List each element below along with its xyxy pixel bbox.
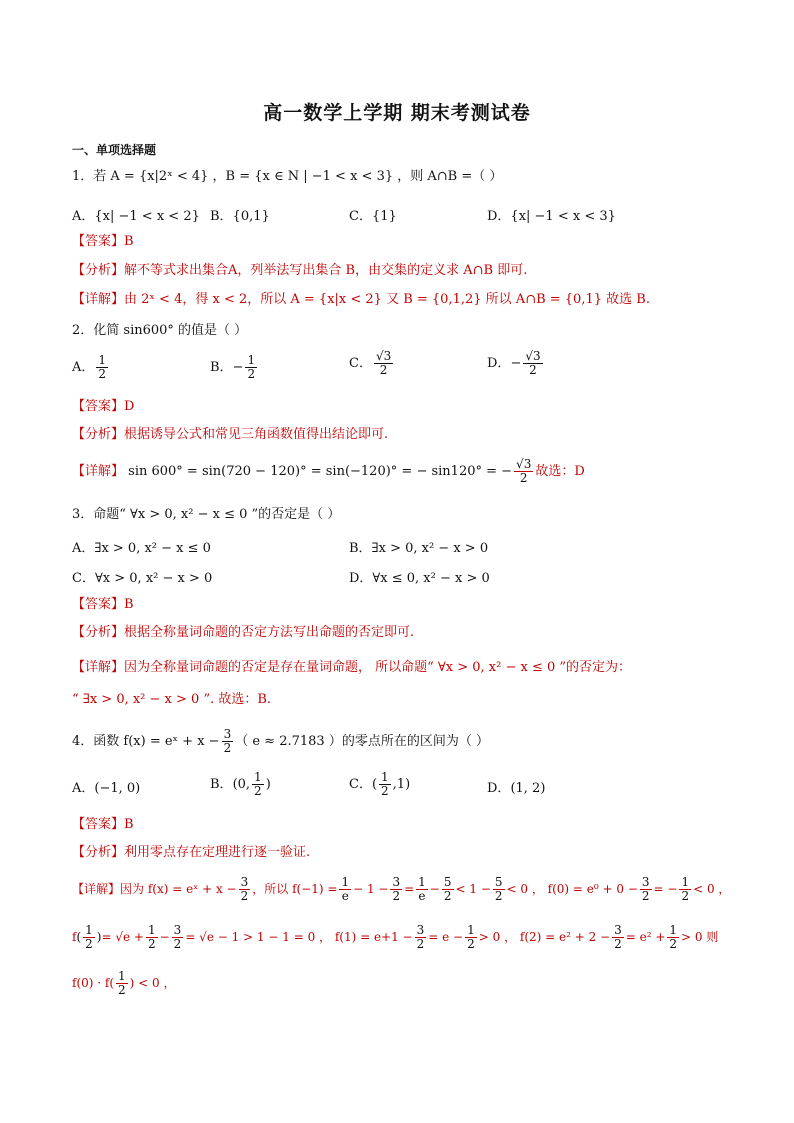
fraction xyxy=(523,350,542,377)
q3-option-d: D．∀x ≤ 0, x² − x > 0 xyxy=(349,571,490,586)
denominator: 2 xyxy=(614,937,622,951)
detail-text: ) < 0 ， xyxy=(129,976,176,990)
q1-analysis-text: 解不等式求出集合A，列举法写出集合 B，由交集的定义求 A∩B 即可. xyxy=(124,263,528,278)
section-heading: 一、单项选择题 xyxy=(72,143,157,157)
numerator: 1 xyxy=(254,770,262,784)
numerator: 1 xyxy=(85,923,93,937)
denominator: 2 xyxy=(494,889,503,903)
fraction xyxy=(667,924,679,951)
q4-option-c xyxy=(349,771,410,798)
numerator: 3 xyxy=(614,923,622,937)
option-letter: A． xyxy=(72,781,95,796)
fraction xyxy=(416,876,428,903)
fraction xyxy=(146,924,158,951)
numerator: 1 xyxy=(381,770,389,784)
q1-option-d: D．{x| −1 < x < 3} xyxy=(487,209,616,224)
q4-option-b xyxy=(210,771,271,798)
detail-text: > 0 则 xyxy=(681,930,719,944)
fraction xyxy=(612,924,624,951)
numerator: 1 xyxy=(247,353,256,367)
q4-detail-line-2: f( $\frac{1}{2}$ )= √e + $\frac{1}{2}$ − $\frac{3}{2}$ = √e − 1 > 1 − 1 = 0 ， f(1) = e+1 − $\frac{3}{2}$ = e − $\frac{1}{2}$ > 0 ， f(2) = e² + 2 − $\frac{3}{2}$ = e² + $\frac{1}{2}$ > 0 则 xyxy=(72,923,719,951)
fraction xyxy=(679,876,691,903)
fraction xyxy=(379,771,391,798)
numerator: 3 xyxy=(223,727,232,741)
detail-text: f(0) · f( xyxy=(72,976,115,990)
detail-text: − xyxy=(159,930,170,944)
option-letter: B． xyxy=(210,360,233,375)
q1-option-c: C．{1} xyxy=(349,209,397,224)
q1-answer-value: B xyxy=(124,234,134,249)
option-text: (1, 2) xyxy=(510,781,546,796)
denominator: 2 xyxy=(681,889,690,903)
option-letter: C． xyxy=(349,777,372,792)
denominator: 2 xyxy=(98,367,107,381)
q4-answer xyxy=(72,816,134,834)
q3-stem: 3．命题“ ∀x > 0, x² − x ≤ 0 ”的否定是（ ） xyxy=(72,507,341,522)
detail-text: ，所以 f(−1) = xyxy=(252,882,338,896)
denominator: 2 xyxy=(416,937,425,951)
q2-detail xyxy=(72,458,585,485)
option-letter: D． xyxy=(487,781,511,796)
document-title: 高一数学上学期 期末考测试卷 xyxy=(263,102,531,124)
fraction xyxy=(116,970,128,997)
detail-label: 【详解】 xyxy=(72,660,125,675)
option-letter: A． xyxy=(72,360,95,375)
numerator: 3 xyxy=(240,875,249,889)
analysis-label: 【分析】 xyxy=(72,427,125,442)
q3-option-b: B．∃x > 0, x² − x > 0 xyxy=(349,541,489,556)
numerator: √3 xyxy=(375,349,392,363)
denominator: 2 xyxy=(147,937,156,951)
q1-option-a: A．{x| −1 < x < 2} xyxy=(72,209,200,224)
numerator: 1 xyxy=(467,923,475,937)
q1-answer xyxy=(72,233,134,251)
numerator: 1 xyxy=(147,923,156,937)
denominator: 2 xyxy=(443,889,452,903)
analysis-label: 【分析】 xyxy=(72,845,125,860)
answer-label: 【答案】 xyxy=(72,597,125,612)
detail-text: = − xyxy=(653,882,678,896)
option-text: (0, xyxy=(232,777,251,792)
q2-option-b xyxy=(210,354,259,381)
denominator: 2 xyxy=(392,889,401,903)
q3-option-c: C．∀x > 0, x² − x > 0 xyxy=(72,571,213,586)
detail-text: > 0 ， f(2) = e² + 2 − xyxy=(478,930,611,944)
numerator: 3 xyxy=(641,875,650,889)
q2-detail-conclusion: 故选：D xyxy=(535,464,585,479)
detail-text: < 0 ， xyxy=(693,882,731,896)
q2-analysis-text: 根据诱导公式和常见三角函数值得出结论即可. xyxy=(124,427,389,442)
denominator: 2 xyxy=(379,363,388,377)
denominator: 2 xyxy=(118,983,126,997)
q1-analysis xyxy=(72,262,527,280)
fraction xyxy=(442,876,454,903)
q1-option-b: B．{0,1} xyxy=(210,209,270,224)
option-text: (−1, 0) xyxy=(94,781,141,796)
answer-label: 【答案】 xyxy=(72,234,125,249)
detail-label: 【详解】 xyxy=(72,464,125,479)
detail-text: = xyxy=(404,882,415,896)
numerator: 1 xyxy=(341,875,350,889)
detail-text: f xyxy=(72,930,77,944)
denominator: 2 xyxy=(240,889,249,903)
denominator: 2 xyxy=(223,741,232,755)
q4-detail-line-3 xyxy=(72,970,175,997)
q3-answer xyxy=(72,596,134,614)
fraction xyxy=(514,458,533,485)
detail-text: 因为 f(x) = eˣ + x − xyxy=(120,882,237,896)
analysis-label: 【分析】 xyxy=(72,625,125,640)
detail-text: < 1 − xyxy=(455,882,491,896)
detail-text: < 0 ， f(0) = e⁰ + 0 − xyxy=(506,882,638,896)
detail-text: − xyxy=(429,882,440,896)
option-letter: D． xyxy=(487,356,511,371)
option-letter: B． xyxy=(210,777,233,792)
fraction xyxy=(245,354,257,381)
q3-detail-text-2: “ ∃x > 0, x² − x > 0 ”. 故选：B. xyxy=(72,692,272,707)
detail-text: = √e + xyxy=(101,930,144,944)
q4-option-a xyxy=(72,777,140,796)
denominator: e xyxy=(341,889,349,903)
q4-detail-line-1 xyxy=(72,876,730,903)
detail-text: = e − xyxy=(428,930,464,944)
fraction xyxy=(339,876,351,903)
answer-label: 【答案】 xyxy=(72,817,125,832)
denominator: 2 xyxy=(669,937,678,951)
q4-stem-text-2: （ e ≈ 2.7183 ）的零点所在的区间为（ ） xyxy=(235,734,489,749)
q2-option-c xyxy=(349,350,395,377)
numerator: 1 xyxy=(418,875,426,889)
denominator: 2 xyxy=(529,363,537,377)
option-text-end: ,1) xyxy=(392,777,411,792)
minus-sign: − xyxy=(232,360,244,375)
q4-option-d xyxy=(487,777,545,796)
q3-analysis-text: 根据全称量词命题的否定方法写出命题的否定即可. xyxy=(124,625,415,640)
q1-stem: 1．若 A = {x|2ˣ < 4} ，B = {x ∈ N | −1 < x < 3} ，则 A∩B =（ ） xyxy=(72,169,503,184)
denominator: e xyxy=(418,889,426,903)
minus-sign: − xyxy=(510,356,522,371)
detail-label: 【详解】 xyxy=(72,292,125,307)
numerator: √3 xyxy=(525,349,541,363)
denominator: 2 xyxy=(641,889,650,903)
denominator: 2 xyxy=(467,937,475,951)
numerator: 3 xyxy=(392,875,401,889)
q3-answer-value: B xyxy=(124,597,134,612)
denominator: 2 xyxy=(247,367,256,381)
fraction xyxy=(640,876,652,903)
fraction xyxy=(172,924,184,951)
fraction xyxy=(83,924,95,951)
numerator: 5 xyxy=(443,875,452,889)
detail-text: = √e − 1 > 1 − 1 = 0 ， f(1) = e+1 − xyxy=(185,930,413,944)
numerator: 3 xyxy=(416,923,425,937)
detail-label: 【详解】 xyxy=(72,882,121,896)
denominator: 2 xyxy=(254,784,262,798)
answer-label: 【答案】 xyxy=(72,399,125,414)
q1-detail xyxy=(72,291,650,309)
q2-stem: 2．化简 sin600° 的值是（ ） xyxy=(72,323,248,338)
fraction xyxy=(239,876,251,903)
numerator: 1 xyxy=(98,353,107,367)
q4-analysis-text: 利用零点存在定理进行逐一验证. xyxy=(124,845,311,860)
numerator: 1 xyxy=(681,875,690,889)
detail-text: − 1 − xyxy=(353,882,389,896)
fraction xyxy=(390,876,402,903)
numerator: 5 xyxy=(494,875,503,889)
fraction xyxy=(374,350,393,377)
q4-answer-value: B xyxy=(124,817,134,832)
denominator: 2 xyxy=(173,937,182,951)
numerator: 1 xyxy=(118,969,126,983)
q4-stem xyxy=(72,728,489,755)
fraction xyxy=(252,771,264,798)
q1-detail-text: 由 2ˣ < 4，得 x < 2，所以 A = {x|x < 2} 又 B = {0,1,2} 所以 A∩B = {0,1} 故选 B. xyxy=(124,292,650,307)
denominator: 2 xyxy=(85,937,93,951)
q2-detail-text: sin 600° = sin(720 − 120)° = sin(−120)° = − sin120° = − xyxy=(128,464,513,479)
fraction xyxy=(222,728,234,755)
denominator: 2 xyxy=(519,471,528,485)
fraction xyxy=(465,924,477,951)
q3-analysis xyxy=(72,624,414,642)
q2-option-d xyxy=(487,350,545,377)
numerator: 3 xyxy=(173,923,182,937)
q4-stem-text: 4．函数 f(x) = eˣ + x − xyxy=(72,734,220,749)
fraction xyxy=(493,876,505,903)
q3-option-a: A．∃x > 0, x² − x ≤ 0 xyxy=(72,541,211,556)
option-text-end: ) xyxy=(265,777,271,792)
q4-analysis xyxy=(72,844,310,862)
detail-text: = e² + xyxy=(625,930,666,944)
q2-answer-value: D xyxy=(124,399,135,414)
q2-analysis xyxy=(72,426,388,444)
numerator: 1 xyxy=(669,923,678,937)
denominator: 2 xyxy=(381,784,389,798)
fraction xyxy=(96,354,108,381)
q3-detail xyxy=(72,659,631,677)
q3-detail-cont xyxy=(72,691,271,709)
analysis-label: 【分析】 xyxy=(72,263,125,278)
q3-detail-text: 因为全称量词命题的否定是存在量词命题， 所以命题“ ∀x > 0, x² − x ≤ 0 ”的否定为： xyxy=(124,660,632,675)
numerator: √3 xyxy=(516,457,532,471)
fraction xyxy=(415,924,427,951)
option-letter: C． xyxy=(349,356,372,371)
option-text: ( xyxy=(371,777,378,792)
q2-option-a xyxy=(72,354,110,381)
q2-answer xyxy=(72,398,134,416)
